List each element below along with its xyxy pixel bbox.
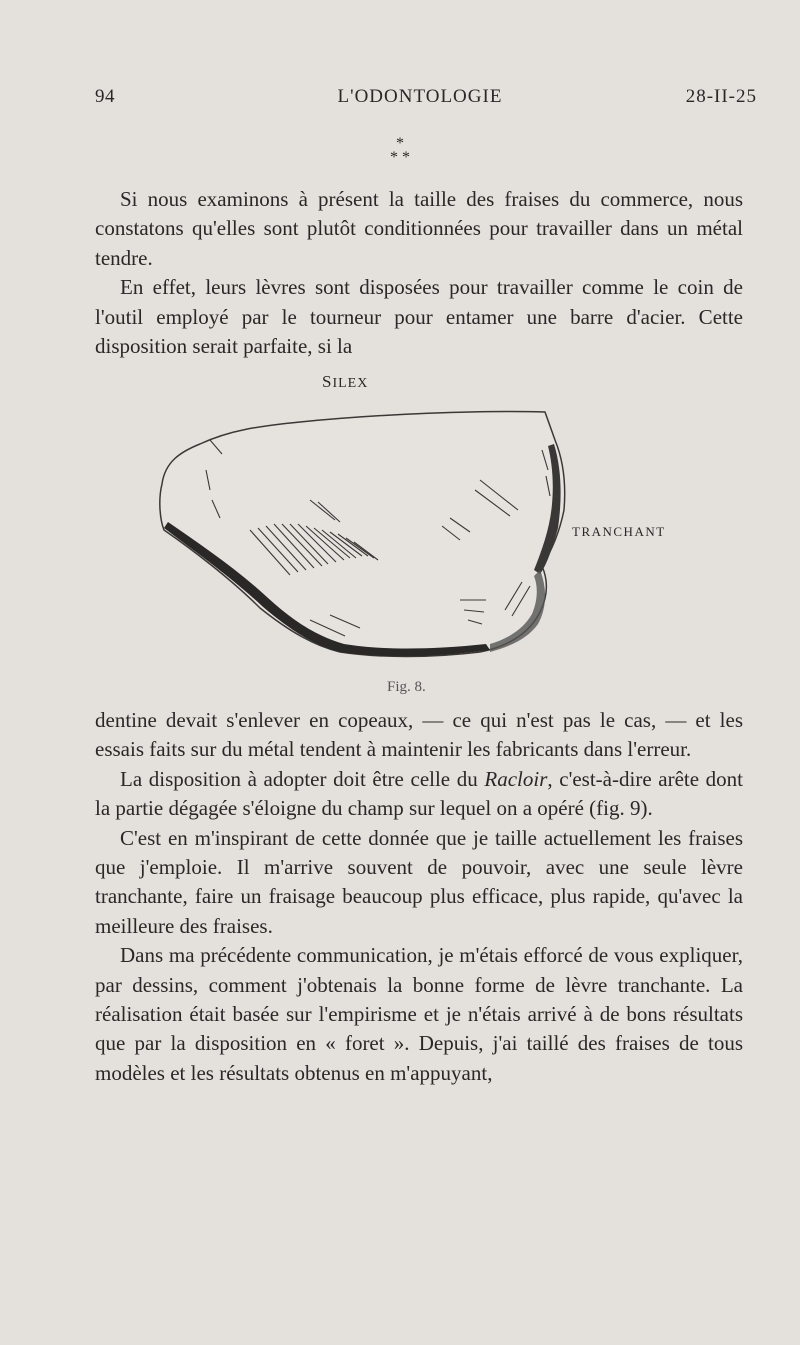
- paragraph-text: La disposition à adopter doit être celle du: [120, 766, 485, 791]
- paragraph-text: , c'est-à-dire arête dont la partie dégagée s'éloigne du champ sur lequel on a opéré (fig. 9).: [95, 766, 744, 821]
- journal-title: L'ODONTOLOGIE: [337, 86, 503, 107]
- flint-illustration: [150, 400, 580, 675]
- flint-outline: [160, 411, 565, 656]
- paragraph: C'est en m'inspirant de cette donnée que je taille actuellement les fraises que j'emploie. Il m'arrive souvent de pouvoir, avec une seule lèvre tranchante, faire un fraisage beaucoup plus efficace, plus rapide, qu'avec la meilleure des fraises.: [95, 825, 743, 938]
- page-number: 94: [95, 86, 115, 107]
- paragraph-racloir: [95, 765, 743, 824]
- figure-label-tranchant: TRANCHANT: [572, 524, 666, 539]
- running-header: [95, 86, 757, 116]
- figure-title-rest: ILEX: [332, 376, 369, 391]
- asterism-bottom: * *: [390, 149, 410, 166]
- figure-title-initial: S: [322, 372, 333, 391]
- paragraph: En effet, leurs lèvres sont disposées pour travailler comme le coin de l'outil employé par le tourneur pour entamer une barre d'acier. Cette disposition serait parfaite, si la: [95, 275, 743, 359]
- racloir-term: Racloir: [484, 766, 548, 791]
- paragraph: dentine devait s'enlever en copeaux, — ce qui n'est pas le cas, — et les essais faits sur du métal tendent à maintenir les fabricants dans l'erreur.: [95, 708, 743, 762]
- paragraph: Dans ma précédente communication, je m'étais efforcé de vous expliquer, par dessins, comment j'obtenais la bonne forme de lèvre tranchante. La réalisation était basée sur l'empirisme et je n'étais arrivé à de bons résultats que par la disposition en « foret ». Depuis, j'ai taillé des fraises de tous modèles et les résultats obtenus en m'appuyant,: [95, 943, 743, 1085]
- figure-title: [322, 372, 368, 392]
- figure-caption: Fig. 8.: [387, 679, 426, 695]
- asterism-top: *: [396, 135, 404, 152]
- text-block-top: [95, 185, 743, 361]
- paragraph: Si nous examinons à présent la taille des fraises du commerce, nous constatons qu'elles sont plutôt conditionnées pour travailler dans un métal tendre.: [95, 187, 743, 270]
- issue-date: 28-II-25: [685, 86, 757, 107]
- text-block-bottom: [95, 706, 743, 1088]
